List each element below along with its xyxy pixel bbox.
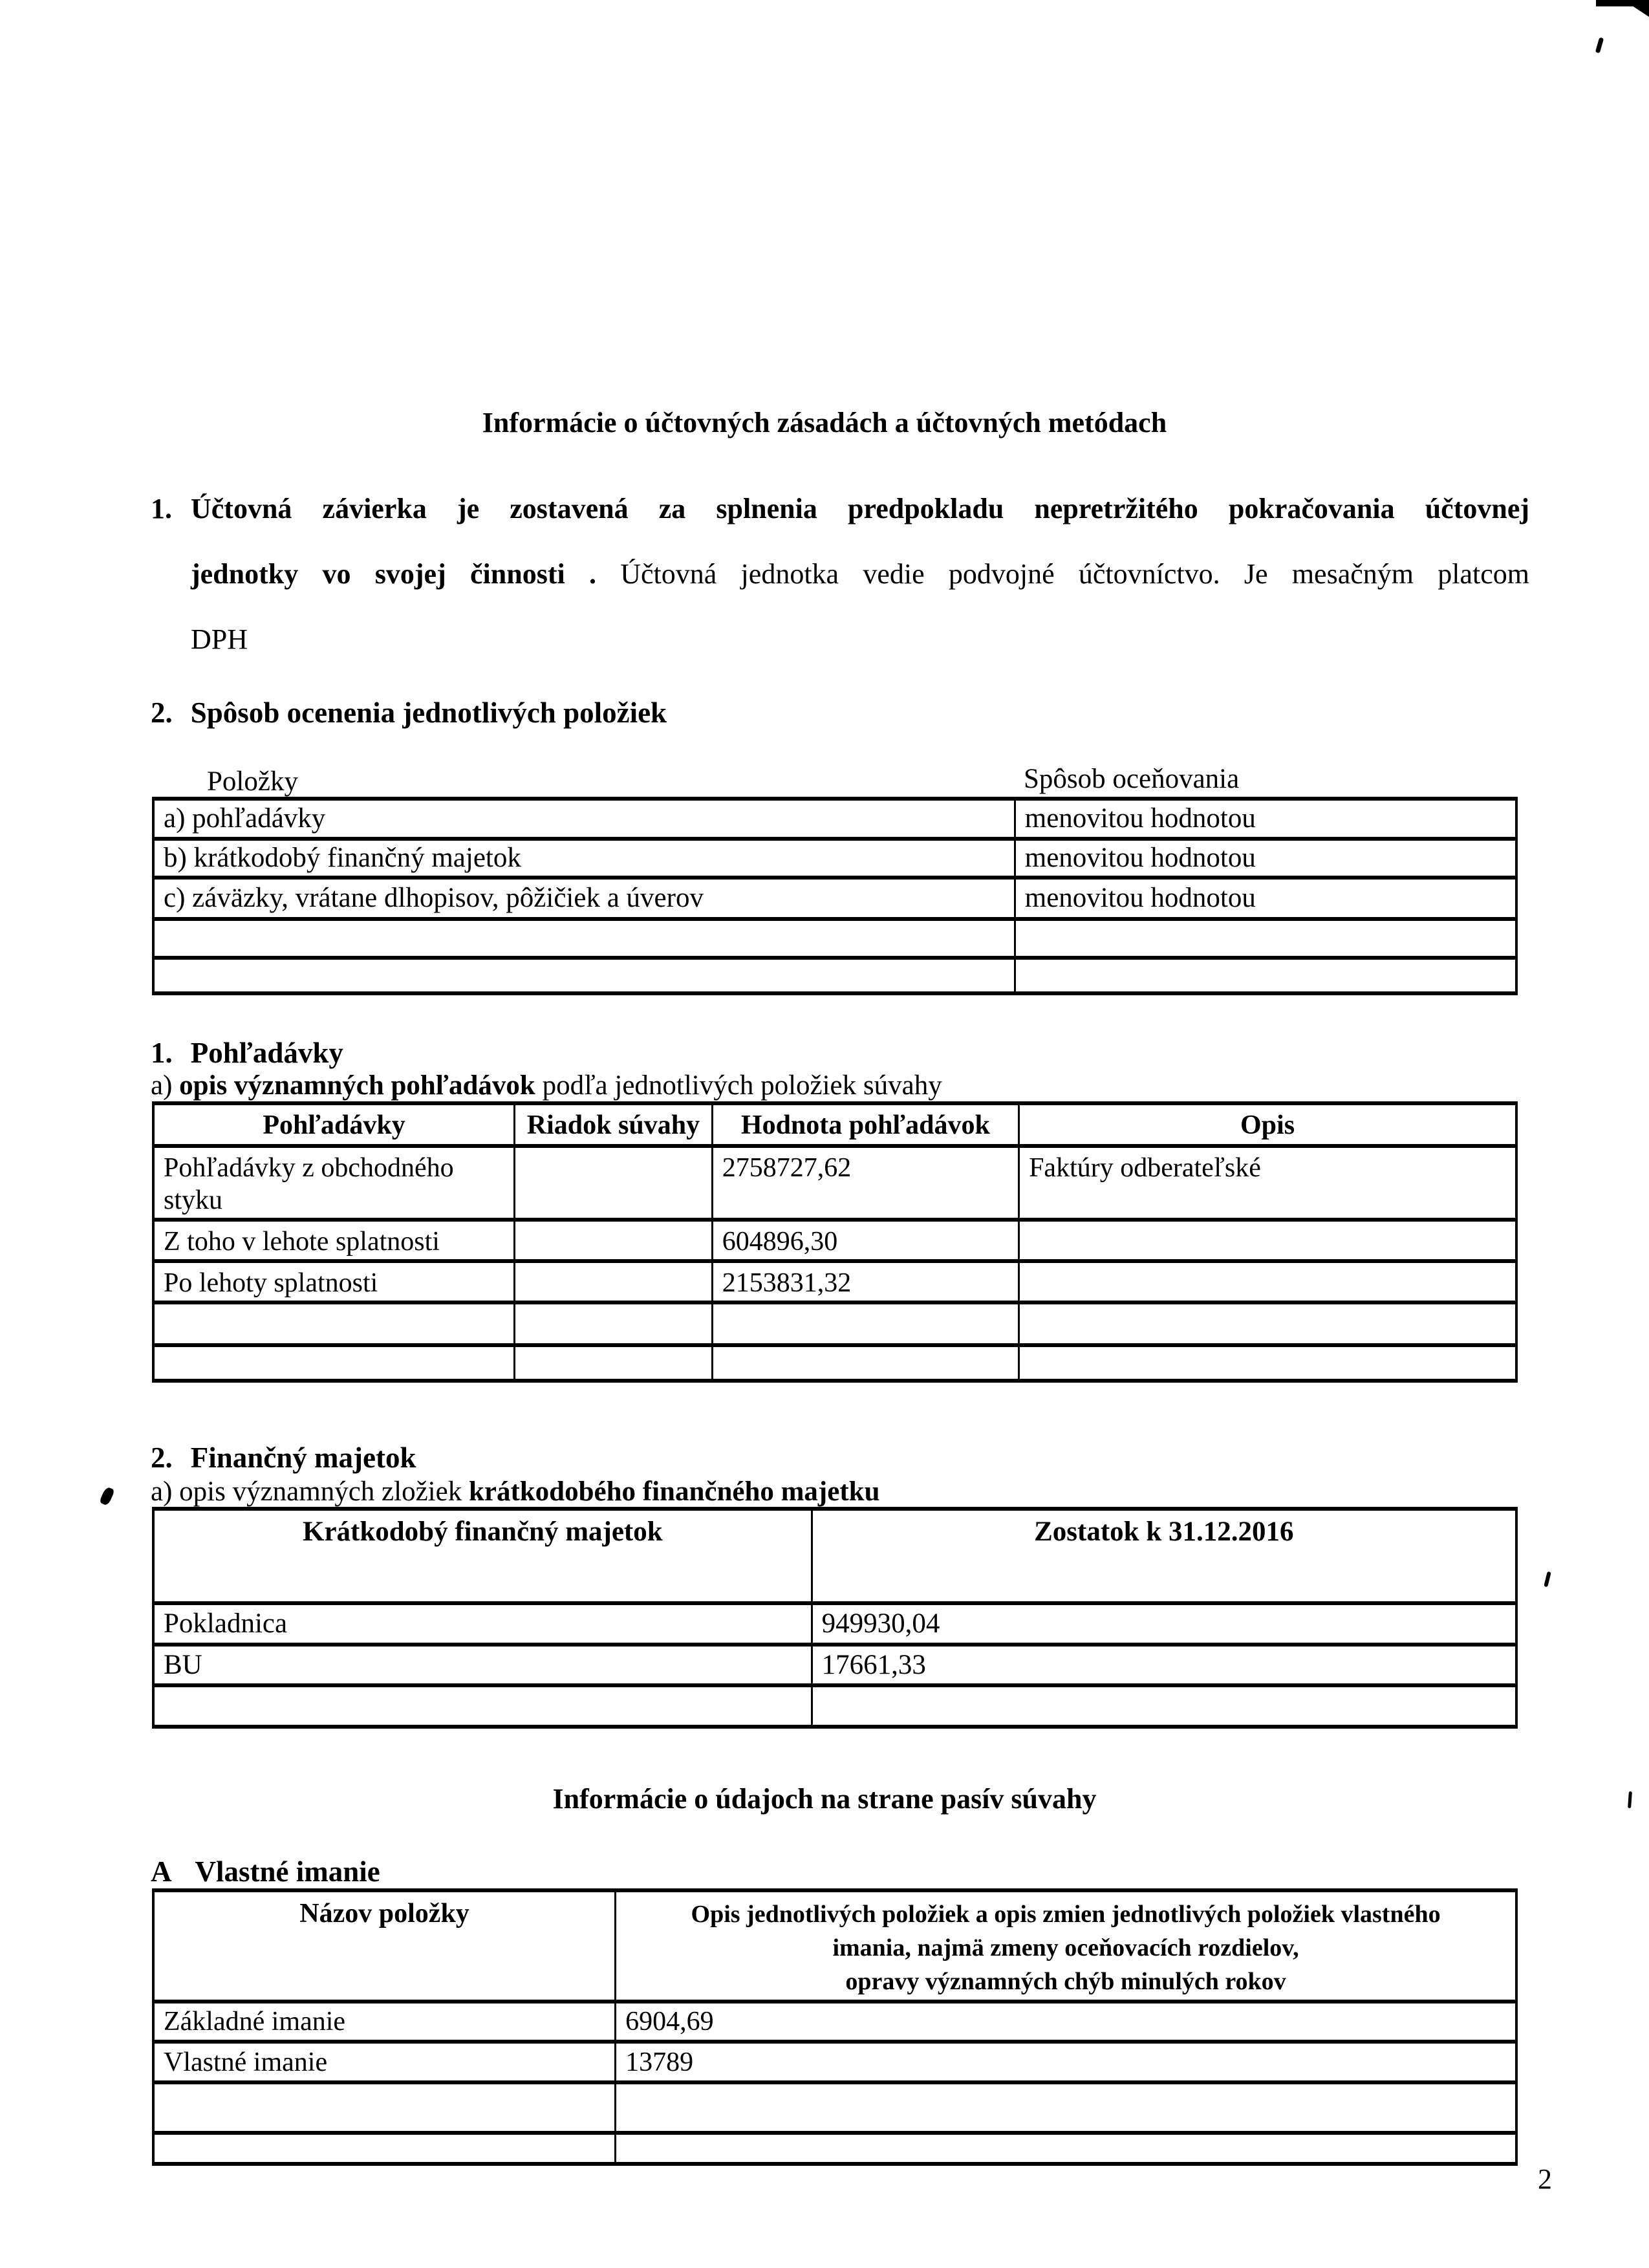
financial-value-cell	[812, 1685, 1516, 1727]
receivables-heading-number: 1.	[151, 1037, 173, 1069]
table-header-row	[153, 1103, 1516, 1146]
receivable-line-cell	[515, 1345, 713, 1381]
scan-artifact-mark	[1544, 1571, 1551, 1588]
table-row	[153, 2002, 1516, 2042]
equity-value-cell: 6904,69	[616, 2002, 1516, 2042]
valuation-heading-number: 2.	[151, 697, 173, 729]
receivables-header-cell: Pohľadávky	[153, 1103, 515, 1146]
receivable-name-cell	[153, 1345, 515, 1381]
equity-header-line: opravy významných chýb minulých rokov	[845, 1968, 1286, 1995]
table-row	[153, 1685, 1516, 1727]
equity-heading-letter: A	[151, 1855, 172, 1888]
receivable-line-cell	[515, 1261, 713, 1302]
table-row	[153, 2042, 1516, 2082]
receivables-sub-bold: opis významných pohľadávok	[179, 1070, 535, 1101]
financial-sub-regular: a) opis významných zložiek	[151, 1476, 469, 1507]
valuation-item-cell: a) pohľadávky	[153, 799, 1015, 839]
valuation-item-cell: b) krátkodobý finančný majetok	[153, 839, 1015, 878]
financial-sub-bold: krátkodobého finančného majetku	[468, 1476, 880, 1507]
receivable-name-cell: Z toho v lehote splatnosti	[153, 1220, 515, 1261]
equity-value-cell	[616, 2082, 1516, 2133]
table-row	[153, 1645, 1516, 1685]
equity-value-cell: 13789	[616, 2042, 1516, 2082]
receivable-name-cell: Po lehoty splatnosti	[153, 1261, 515, 1302]
valuation-method-cell	[1015, 958, 1516, 993]
valuation-col1-label: Položky	[207, 766, 298, 797]
financial-name-cell: BU	[153, 1645, 812, 1685]
receivable-value-cell: 2758727,62	[712, 1146, 1018, 1220]
table-row	[153, 1345, 1516, 1381]
receivable-value-cell: 604896,30	[712, 1220, 1018, 1261]
financial-heading-label: Finančný majetok	[190, 1442, 416, 1474]
equity-header-line: Opis jednotlivých položiek a opis zmien jednotlivých položiek vlastného	[691, 1901, 1441, 1928]
equity-name-cell	[153, 2082, 616, 2133]
table-row	[153, 1603, 1516, 1645]
table-row	[153, 2133, 1516, 2164]
equity-header-cell: Názov položky	[153, 1890, 616, 2002]
financial-header-cell: Krátkodobý finančný majetok	[153, 1509, 812, 1603]
receivables-heading-label: Pohľadávky	[190, 1037, 343, 1069]
table-row	[153, 1302, 1516, 1345]
equity-header-line: imania, najmä zmeny oceňovacích rozdielov,	[832, 1934, 1299, 1961]
page-number: 2	[1538, 2163, 1552, 2195]
receivables-table	[152, 1101, 1518, 1383]
intro-line-1: Účtovná závierka je zostavená za splnenia predpokladu nepretržitého pokračovania účtovnej	[191, 493, 1529, 524]
valuation-table	[152, 797, 1518, 995]
receivables-subheading	[151, 1070, 942, 1101]
table-row	[153, 1220, 1516, 1261]
table-header-row	[153, 1509, 1516, 1603]
table-row	[153, 878, 1516, 919]
equity-value-cell	[616, 2133, 1516, 2164]
financial-value-cell: 17661,33	[812, 1645, 1516, 1685]
receivable-value-cell	[712, 1302, 1018, 1345]
receivables-header-cell: Opis	[1019, 1103, 1516, 1146]
table-row	[153, 1146, 1516, 1220]
financial-section-heading	[151, 1441, 416, 1474]
intro-item-number: 1.	[151, 493, 172, 524]
table-header-row	[153, 1890, 1516, 2002]
document-title: Informácie o účtovných zásadách a účtovných metódach	[482, 407, 1167, 438]
scan-artifact-bullet	[99, 1486, 115, 1506]
receivable-line-cell	[515, 1220, 713, 1261]
equity-header-cell	[616, 1890, 1516, 2002]
valuation-item-cell	[153, 919, 1015, 958]
table-row	[153, 1261, 1516, 1302]
table-row	[153, 799, 1516, 839]
equity-table	[152, 1888, 1518, 2166]
receivable-desc-cell	[1019, 1345, 1516, 1381]
financial-subheading	[151, 1476, 879, 1507]
valuation-method-cell: menovitou hodnotou	[1015, 799, 1516, 839]
table-row	[153, 919, 1516, 958]
receivable-name-cell	[153, 1302, 515, 1345]
passives-title: Informácie o údajoch na strane pasív súvahy	[552, 1783, 1097, 1815]
receivable-line-cell	[515, 1146, 713, 1220]
receivable-line-cell	[515, 1302, 713, 1345]
equity-heading-label: Vlastné imanie	[195, 1855, 380, 1888]
intro-paragraph	[151, 476, 1529, 672]
receivables-sub-rest: podľa jednotlivých položiek súvahy	[535, 1070, 942, 1101]
table-row	[153, 839, 1516, 878]
valuation-method-cell	[1015, 919, 1516, 958]
intro-line-2-regular: Účtovná jednotka vedie podvojné účtovníctvo. Je mesačným platcom	[596, 558, 1529, 590]
receivables-section-heading	[151, 1036, 343, 1070]
equity-section-heading	[151, 1855, 380, 1888]
financial-heading-number: 2.	[151, 1442, 173, 1474]
valuation-section-heading	[151, 696, 667, 729]
receivables-header-cell: Riadok súvahy	[515, 1103, 713, 1146]
receivable-name-cell: Pohľadávky z obchodného styku	[153, 1146, 515, 1220]
receivable-desc-cell	[1019, 1261, 1516, 1302]
financial-assets-table	[152, 1507, 1518, 1729]
receivable-value-cell	[712, 1345, 1018, 1381]
receivables-header-cell: Hodnota pohľadávok	[712, 1103, 1018, 1146]
table-row	[153, 958, 1516, 993]
equity-name-cell	[153, 2133, 616, 2164]
financial-header-cell: Zostatok k 31.12.2016	[812, 1509, 1516, 1603]
valuation-method-cell: menovitou hodnotou	[1015, 878, 1516, 919]
valuation-item-cell	[153, 958, 1015, 993]
equity-name-cell: Základné imanie	[153, 2002, 616, 2042]
intro-paragraph-body	[191, 476, 1529, 672]
receivable-desc-cell: Faktúry odberateľské	[1019, 1146, 1516, 1220]
receivable-desc-cell	[1019, 1302, 1516, 1345]
equity-name-cell: Vlastné imanie	[153, 2042, 616, 2082]
receivables-sub-prefix: a)	[151, 1070, 180, 1101]
valuation-item-cell: c) záväzky, vrátane dlhopisov, pôžičiek a úverov	[153, 878, 1015, 919]
financial-value-cell: 949930,04	[812, 1603, 1516, 1645]
table-row	[153, 2082, 1516, 2133]
scan-artifact-mark	[1595, 38, 1604, 54]
receivable-value-cell: 2153831,32	[712, 1261, 1018, 1302]
scan-artifact-corner	[1596, 0, 1649, 17]
financial-name-cell	[153, 1685, 812, 1727]
financial-name-cell: Pokladnica	[153, 1603, 812, 1645]
intro-line-2-bold: jednotky vo svojej činnosti .	[191, 558, 596, 590]
valuation-heading-label: Spôsob ocenenia jednotlivých položiek	[190, 697, 667, 729]
receivable-desc-cell	[1019, 1220, 1516, 1261]
valuation-method-cell: menovitou hodnotou	[1015, 839, 1516, 878]
intro-line-2	[191, 541, 1529, 607]
intro-line-3: DPH	[191, 623, 248, 655]
valuation-col2-label: Spôsob oceňovania	[1024, 764, 1240, 794]
